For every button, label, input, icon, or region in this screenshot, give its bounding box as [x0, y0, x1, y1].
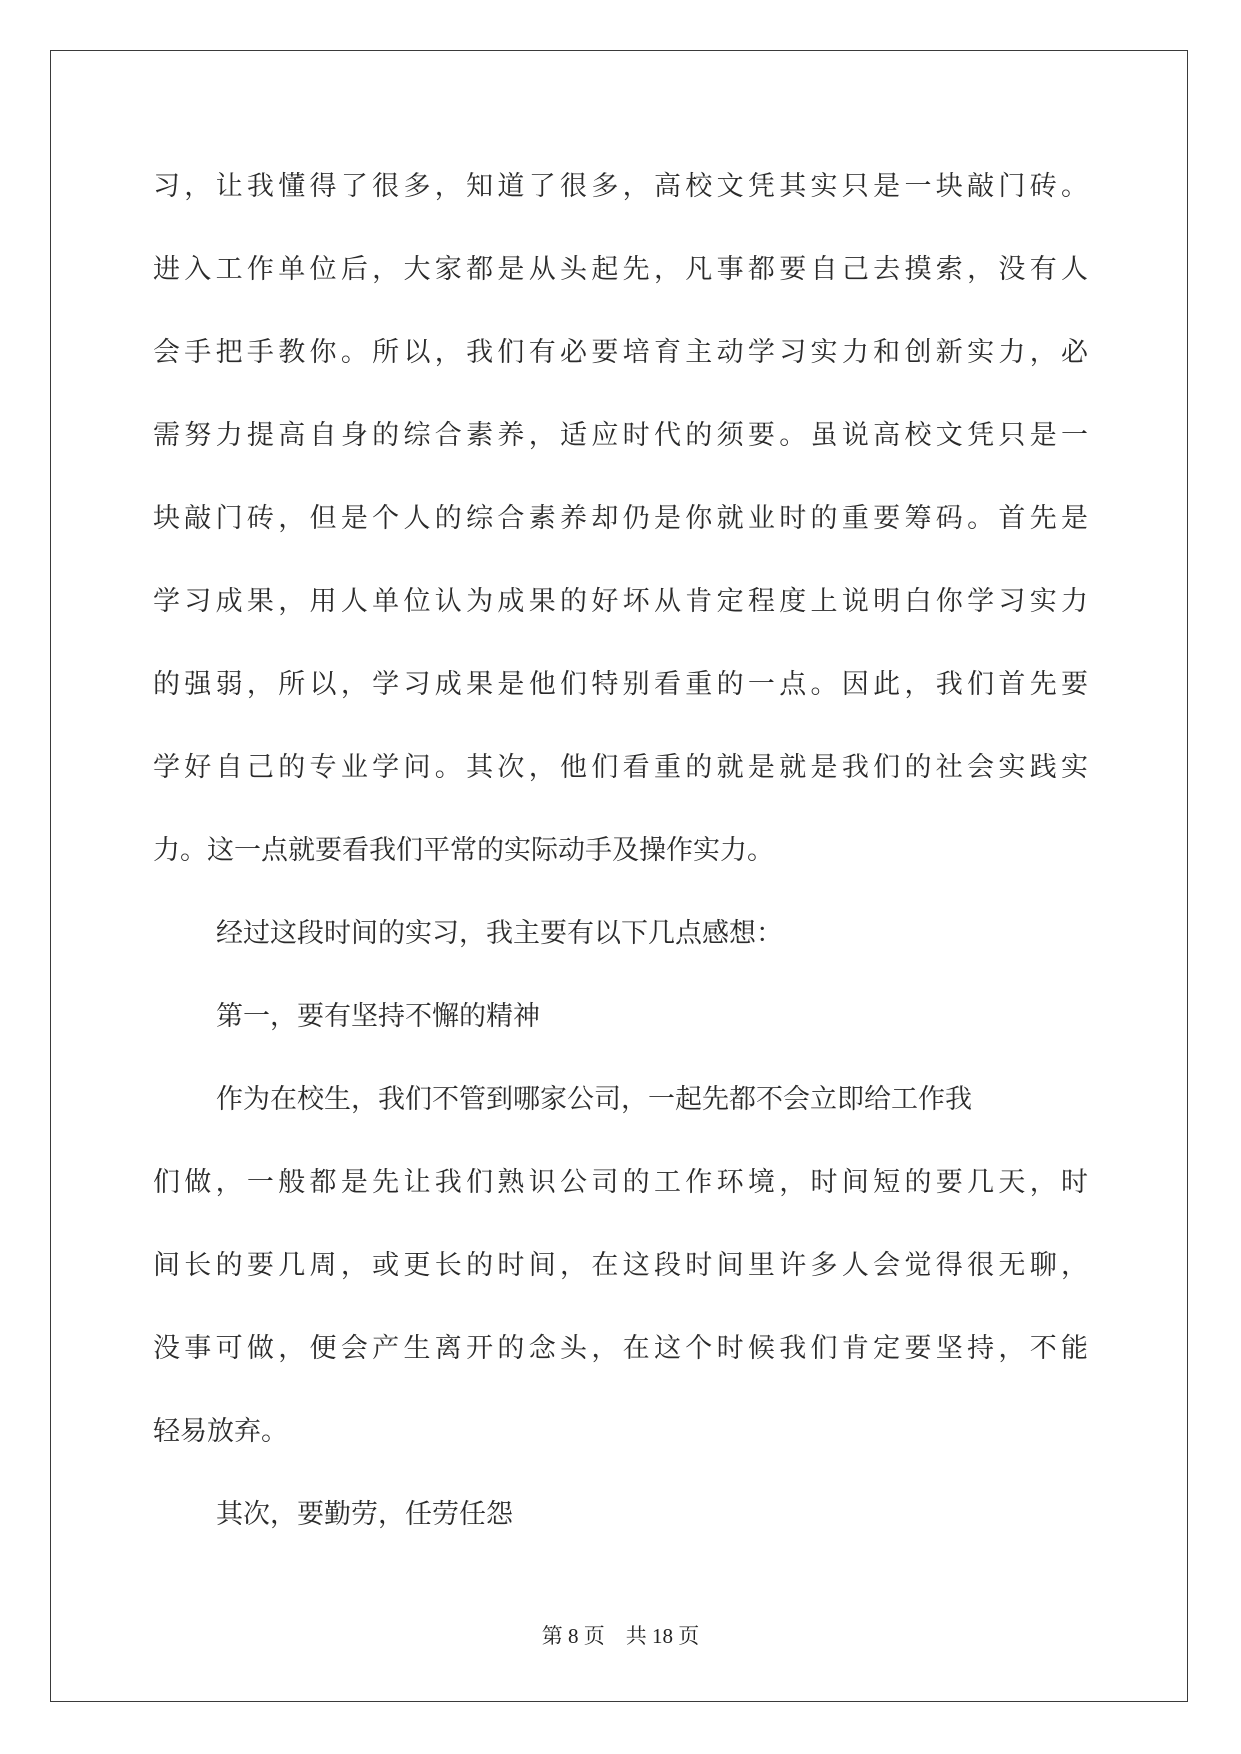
- text-line: 力。这一点就要看我们平常的实际动手及操作实力。: [153, 835, 774, 866]
- page-number: 第 8 页 共 18 页: [541, 1624, 700, 1648]
- section-heading: 其次，要勤劳，任劳任怨: [216, 1499, 513, 1530]
- text-line: 们做，一般都是先让我们熟识公司的工作环境，时间短的要几天，时: [153, 1167, 1088, 1198]
- text-line: 的强弱，所以，学习成果是他们特别看重的一点。因此，我们首先要: [153, 669, 1088, 700]
- text-line: 会手把手教你。所以，我们有必要培育主动学习实力和创新实力，必: [153, 337, 1088, 368]
- text-line: 作为在校生，我们不管到哪家公司，一起先都不会立即给工作我: [216, 1084, 972, 1115]
- text-line: 学好自己的专业学问。其次，他们看重的就是就是我们的社会实践实: [153, 752, 1088, 783]
- text-line: 学习成果，用人单位认为成果的好坏从肯定程度上说明白你学习实力: [153, 586, 1088, 617]
- text-line: 进入工作单位后，大家都是从头起先，凡事都要自己去摸索，没有人: [153, 254, 1088, 285]
- section-heading: 第一，要有坚持不懈的精神: [216, 1001, 540, 1032]
- text-line: 习，让我懂得了很多，知道了很多，高校文凭其实只是一块敲门砖。: [153, 171, 1088, 202]
- text-line: 间长的要几周，或更长的时间，在这段时间里许多人会觉得很无聊，: [153, 1250, 1088, 1281]
- text-line: 没事可做，便会产生离开的念头，在这个时候我们肯定要坚持，不能: [153, 1333, 1088, 1364]
- paragraph-heading: 经过这段时间的实习，我主要有以下几点感想：: [216, 918, 783, 949]
- text-line: 轻易放弃。: [153, 1416, 288, 1447]
- document-body: [153, 160, 1088, 1571]
- text-line: 块敲门砖，但是个人的综合素养却仍是你就业时的重要筹码。首先是: [153, 503, 1088, 534]
- text-line: 需努力提高自身的综合素养，适应时代的须要。虽说高校文凭只是一: [153, 420, 1088, 451]
